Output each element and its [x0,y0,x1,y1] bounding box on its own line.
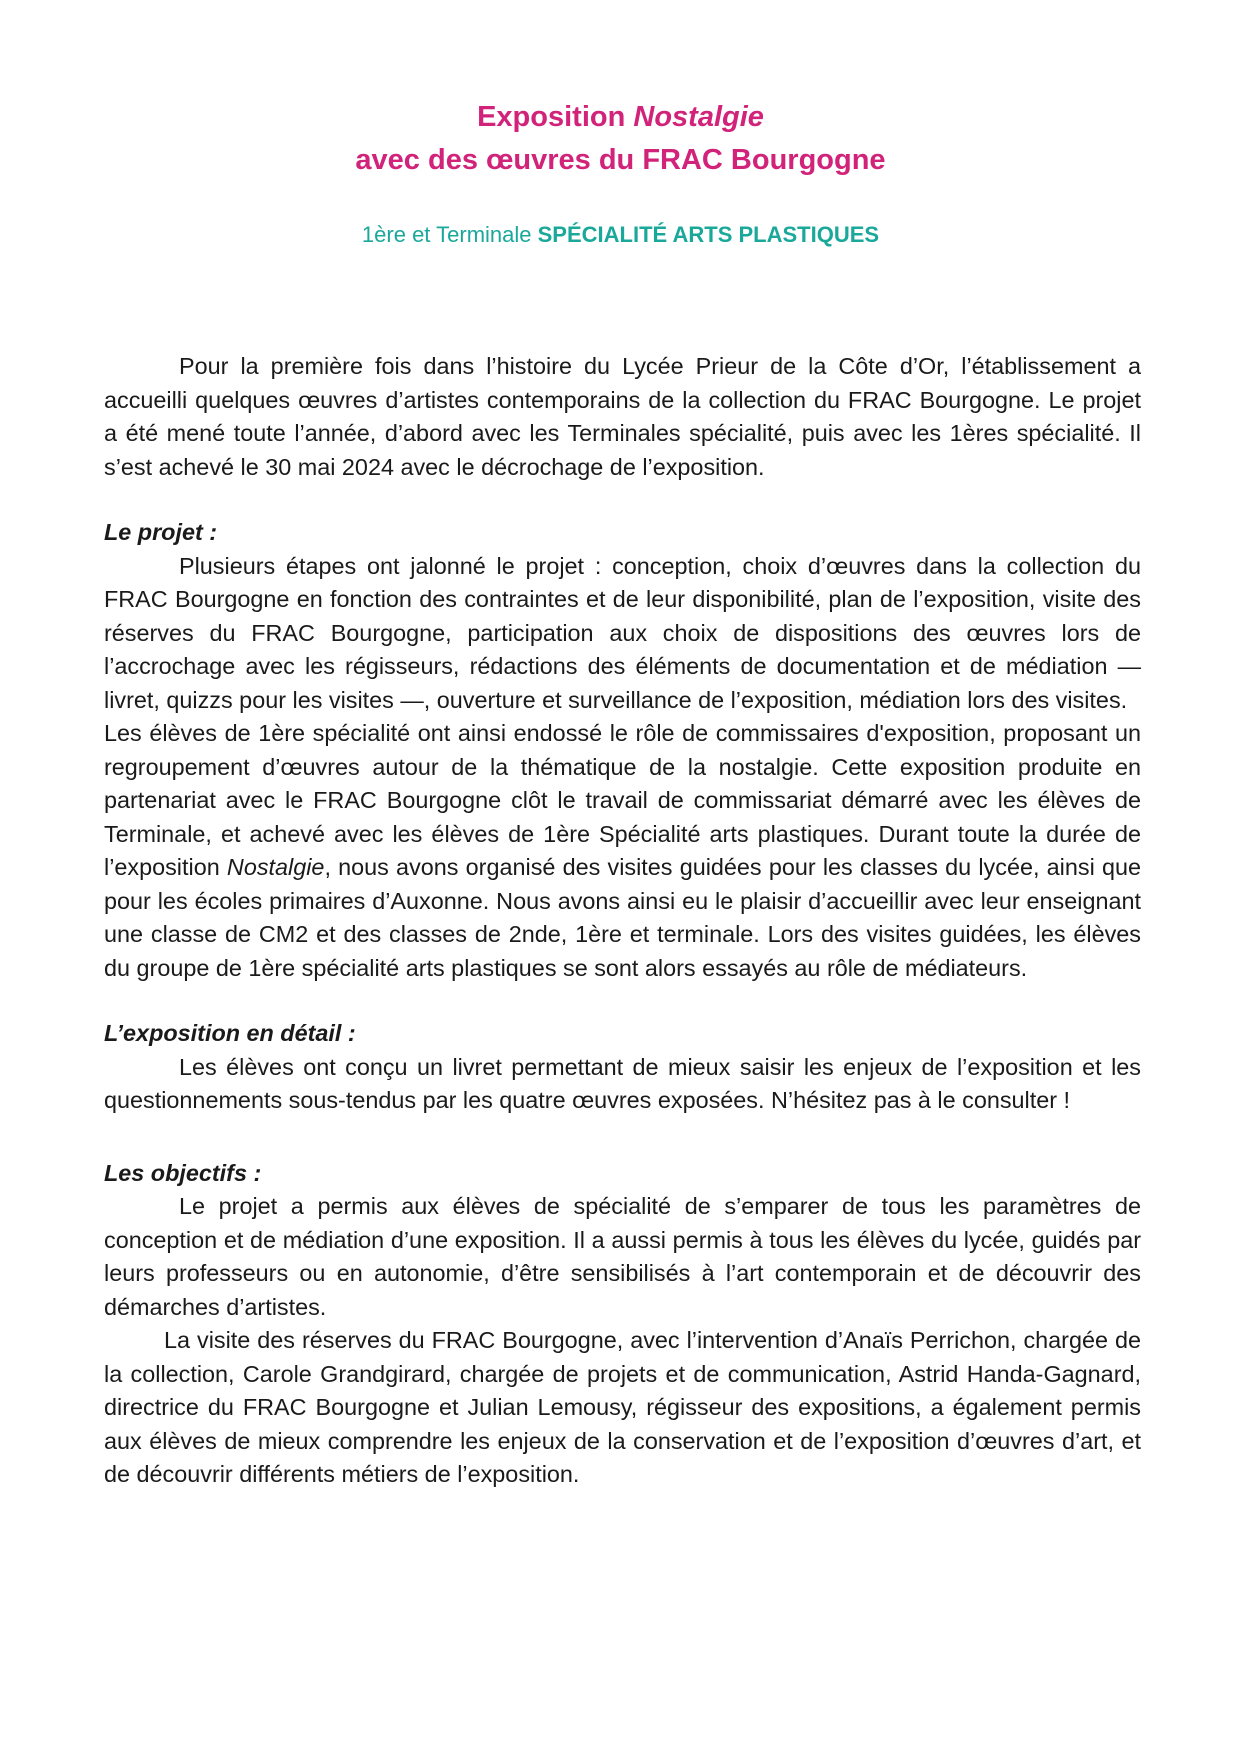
detail-paragraph: Les élèves ont conçu un livret permettant de mieux saisir les enjeux de l’exposition et les questionnements sous-tendus par les quatre œuvres exposées. N’hésitez pas à le consulter ! [104,1053,1141,1113]
projet-paragraph-2: Les élèves de 1ère spécialité ont ainsi endossé le rôle de commissaires d'exposition, proposant un regroupement d’œuvres autour de la thématique de la nostalgie. Cette exposition produite en partenariat avec le FRAC Bourgogne clôt le travail de commissariat démarré avec les élèves de Terminale, et achevé avec les élèves de 1ère Spécialité arts plastiques. Durant toute la durée de l’exposition Nostalgie, nous avons organisé des visites guidées pour les classes du lycée, ainsi que pour les écoles primaires d’Auxonne. Nous avons ainsi eu le plaisir d’accueillir avec leur enseignant une classe de CM2 et des classes de 2nde, 1ère et terminale. Lors des visites guidées, les élèves du groupe de 1ère spécialité arts plastiques se sont alors essayés au rôle de médiateurs. [104,720,1141,981]
section-heading-objectifs: Les objectifs : [104,1159,262,1186]
page-title [0,96,1241,182]
document-body [104,350,1141,1492]
objectifs-paragraph-2: La visite des réserves du FRAC Bourgogne, avec l’intervention d’Anaïs Perrichon, chargée de la collection, Carole Grandgirard, chargée de projets et de communication, Astrid Handa-Gagnard, directrice du FRAC Bourgogne et Julian Lemousy, régisseur des expositions, a également permis aux élèves de mieux comprendre les enjeux de la conservation et de l’exposition d’œuvres d’art, et de découvrir différents métiers de l’exposition. [104,1327,1141,1487]
section-heading-projet: Le projet : [104,519,218,545]
intro-paragraph: Pour la première fois dans l’histoire du Lycée Prieur de la Côte d’Or, l’établissement a accueilli quelques œuvres d’artistes contemporains de la collection du FRAC Bourgogne. Le projet a été mené toute l’année, d’abord avec les Terminales spécialité, puis avec les 1ères spécialité. Il s’est achevé le 30 mai 2024 avec le décrochage de l’exposition. [104,353,1141,480]
objectifs-paragraph-1: Le projet a permis aux élèves de spécialité de s’emparer de tous les paramètres de conception et de médiation d’une exposition. Il a aussi permis à tous les élèves du lycée, guidés par leurs professeurs ou en autonomie, d’être sensibilisés à l’art contemporain et de découvrir des démarches d’artistes. [104,1193,1141,1320]
title-line-2: avec des œuvres du FRAC Bourgogne [355,144,886,176]
title-line-1: Exposition Nostalgie [477,101,764,133]
title-exhibition-name: Nostalgie [633,101,764,133]
projet-paragraph-1: Plusieurs étapes ont jalonné le projet : conception, choix d’œuvres dans la collection du FRAC Bourgogne en fonction des contraintes et de leur disponibilité, plan de l’exposition, visite des réserves du FRAC Bourgogne, participation aux choix de dispositions des œuvres lors de l’accrochage avec les régisseurs, rédactions des éléments de documentation et de médiation — livret, quizzs pour les visites —, ouverture et surveillance de l’exposition, médiation lors des visites. [104,552,1141,713]
page-subtitle: 1ère et Terminale SPÉCIALITÉ ARTS PLASTIQUES [361,222,880,247]
section-heading-detail: L’exposition en détail : [104,1020,356,1046]
